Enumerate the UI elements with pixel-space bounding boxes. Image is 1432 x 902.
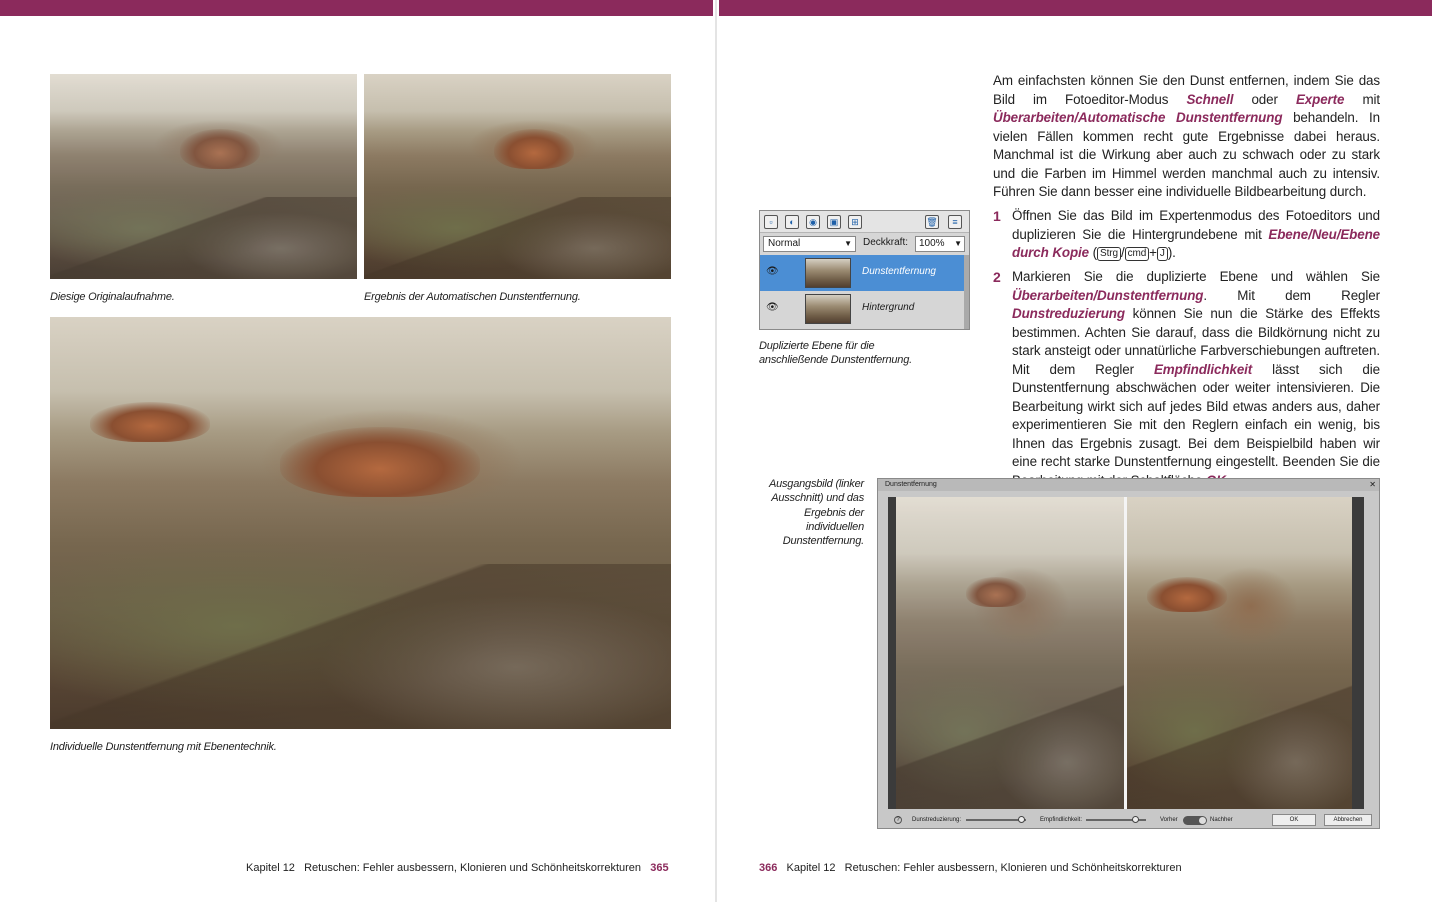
- trash-icon[interactable]: 🗑: [926, 217, 938, 227]
- step-2-highlight-2: Dunstreduzierung: [1012, 306, 1125, 321]
- preview-area: [888, 497, 1364, 809]
- layer-row-hintergrund[interactable]: [760, 291, 965, 327]
- footer-title: Retuschen: Fehler ausbessern, Klonieren und Schönheitskorrekturen: [844, 862, 1182, 874]
- footer-chapter: Kapitel 12: [246, 862, 295, 874]
- intro-highlight-2: Experte: [1295, 91, 1345, 107]
- key-strg: Strg: [1097, 247, 1121, 261]
- footer-title: Retuschen: Fehler ausbessern, Klonieren und Schönheitskorrekturen: [304, 862, 642, 874]
- layer-row-dunstentfernung[interactable]: [760, 255, 965, 291]
- intro-highlight-1: Schnell: [1186, 91, 1234, 107]
- ok-button[interactable]: OK: [1272, 814, 1316, 826]
- slider-dunstreduzierung-label: Dunstreduzierung:: [912, 817, 962, 823]
- intro-highlight-3: Überarbeiten/Automatische Dunstentfernung: [993, 110, 1283, 125]
- left-footer: [246, 862, 669, 874]
- toggle-after-label: Nachher: [1210, 817, 1233, 823]
- step-2-text-3: können Sie nun die Stärke des Effekts bestimmen. Achten Sie darauf, dass die Bildkörnung nicht zu stark ansteigt oder unnatürliche Farbverschiebungen auftreten. Mit dem Regler: [1012, 306, 1380, 377]
- close-icon[interactable]: ✕: [1369, 480, 1376, 489]
- intro-paragraph: [993, 72, 1380, 202]
- footer-page-number: 366: [759, 862, 778, 874]
- step-2-number: 2: [993, 269, 1001, 285]
- step-1-text-2: (: [1089, 245, 1097, 260]
- lock-transparency-icon[interactable]: ▣: [827, 215, 841, 229]
- step-1-paragraph: [1012, 207, 1380, 263]
- slider-empfindlichkeit-label: Empfindlichkeit:: [1040, 817, 1083, 823]
- layers-scrollbar[interactable]: [964, 255, 969, 329]
- lock-all-icon[interactable]: ⊞: [848, 215, 862, 229]
- right-page-top-bar: [719, 0, 1432, 16]
- dialog-title: Dunstentfernung: [878, 479, 1379, 491]
- toggle-before-label: Vorher: [1160, 817, 1178, 823]
- step-2-highlight-3: Empfindlichkeit: [1153, 361, 1253, 377]
- chevron-down-icon: ▼: [954, 239, 962, 248]
- slider-knob[interactable]: [1018, 816, 1025, 823]
- step-1-text-3: ).: [1167, 245, 1176, 260]
- layer-thumbnail: [805, 294, 851, 324]
- key-plus: +: [1149, 245, 1157, 260]
- intro-text-2: oder: [1233, 91, 1296, 107]
- step-1-number: 1: [993, 208, 1001, 224]
- intro-text-1: Am einfachsten können Sie den Dunst entfernen, indem Sie das Bild im Fotoeditor-Modus: [993, 73, 1380, 107]
- photo-individual-dehaze: [50, 317, 671, 729]
- panel-menu-icon[interactable]: ≡: [948, 215, 962, 229]
- caption-auto-dehaze: Ergebnis der Automatischen Dunstentfernung.: [364, 291, 581, 303]
- step-2-text-4: lässt sich die Dunstentfernung abschwächen oder weiter intensivieren. Die Bearbeitung wirkt sich auf jedes Bild etwas anders aus, daher experimentieren Sie mit den Reglern einfach ein wenig, bis Ihnen das Ergebnis zusagt. Bei dem Beispielbild haben wir eine recht starke Dunstentfernung eingestellt. Beenden Sie die: [1012, 361, 1380, 469]
- opacity-value: 100%: [919, 238, 945, 249]
- eye-icon[interactable]: 👁: [766, 266, 779, 277]
- blend-mode-value: Normal: [768, 238, 801, 249]
- before-after-toggle[interactable]: [1183, 816, 1207, 825]
- key-j: J: [1157, 247, 1168, 261]
- caption-individual-dehaze: Individuelle Dunstentfernung mit Ebenentechnik.: [50, 741, 277, 753]
- help-icon[interactable]: ?: [894, 816, 902, 824]
- new-layer-icon[interactable]: ▫: [764, 215, 778, 229]
- right-footer: [759, 862, 1182, 874]
- preview-after: [1127, 497, 1352, 809]
- layer-thumbnail: [805, 258, 851, 288]
- footer-chapter: Kapitel 12: [786, 862, 836, 874]
- photo-auto-dehaze: [364, 74, 671, 279]
- step-2-text-2: . Mit dem Regler: [1203, 287, 1380, 303]
- opacity-label: Deckkraft:: [863, 237, 909, 248]
- slider-dunstreduzierung[interactable]: [966, 819, 1026, 821]
- caption-dialog: Ausgangsbild (linker Ausschnitt) und das Ergebnis der individuellen Dunstentfernung.: [768, 478, 864, 548]
- step-1-highlight: Ebene/Neu/Ebene durch Kopie: [1012, 226, 1380, 260]
- layer-name: Dunstentfernung: [862, 266, 936, 277]
- step-2-highlight-1: Überarbeiten/Dunstentfernung: [1012, 287, 1204, 303]
- layers-toolbar: [760, 211, 969, 233]
- key-separator: /: [1120, 245, 1125, 260]
- caption-original: Diesige Originalaufnahme.: [50, 291, 175, 303]
- dehaze-dialog: [877, 478, 1380, 829]
- page-gutter: [715, 0, 717, 902]
- step-2-paragraph: [1012, 268, 1380, 490]
- key-cmd: cmd: [1125, 247, 1150, 261]
- blend-mode-select[interactable]: [763, 236, 856, 252]
- slider-empfindlichkeit[interactable]: [1086, 819, 1146, 821]
- intro-text-4: behandeln. In vielen Fällen kommen recht gute Ergebnisse dabei heraus. Manchmal ist die Wirkung aber auch zu schwach oder zu stark und die Farben im Himmel werden manchmal auch zu intensiv. Führen Sie dann besser eine individuelle Bildbearbeitung durch.: [993, 110, 1381, 199]
- adjustment-layer-icon[interactable]: ◐: [785, 215, 799, 229]
- intro-text-3: mit: [1344, 91, 1381, 107]
- slider-knob[interactable]: [1132, 816, 1139, 823]
- step-2-text-1: Markieren Sie die duplizierte Ebene und wählen Sie: [1012, 269, 1380, 284]
- cancel-button[interactable]: Abbrechen: [1324, 814, 1372, 826]
- layers-panel: [759, 210, 970, 330]
- footer-page-number: 365: [650, 862, 669, 874]
- dialog-controls: [878, 812, 1379, 828]
- mask-icon[interactable]: ◉: [806, 215, 820, 229]
- eye-icon[interactable]: 👁: [766, 302, 779, 313]
- preview-before: [896, 497, 1124, 809]
- step-1-text-1: Öffnen Sie das Bild im Expertenmodus des Fotoeditors und duplizieren Sie die Hintergrundebene mit: [1012, 208, 1380, 242]
- opacity-field[interactable]: [915, 236, 965, 252]
- left-page-top-bar: [0, 0, 713, 16]
- photo-original: [50, 74, 357, 279]
- chevron-down-icon: ▼: [844, 239, 852, 248]
- layer-name: Hintergrund: [862, 302, 915, 313]
- caption-layers-panel: Duplizierte Ebene für die anschließende Dunstentfernung.: [759, 340, 912, 367]
